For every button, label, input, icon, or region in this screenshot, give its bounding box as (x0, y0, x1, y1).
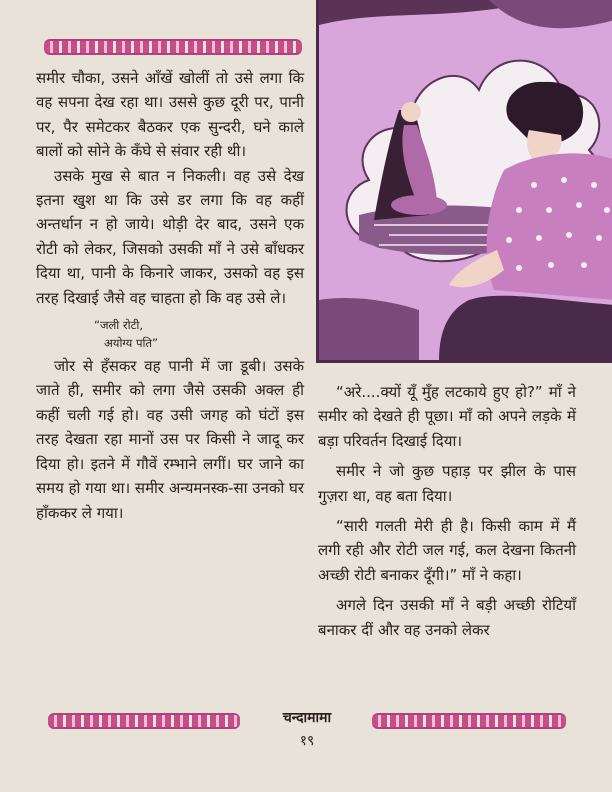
paragraph: जोर से हँसकर वह पानी में जा डूबी। उसके जाते ही, समीर को लगा जैसे उसकी अक्ल ही कहीं चली गई हो। वह उसी जगह को घंटों इस तरह देखता रहा मानों उस पर किसी ने जादू कर दिया हो। इतने में गौवें रम्भाने लगीं। घर जाने का समय हो गया था। समीर अन्यमनस्क-सा उनको घर हाँककर ले गया। (36, 357, 304, 522)
paragraph: समीर ने जो कुछ पहाड़ पर झील के पास गुज़रा था, वह बता दिया। (318, 462, 576, 505)
left-text-column (36, 66, 304, 525)
footer-border-right (372, 713, 566, 729)
paragraph: “सारी गलती मेरी ही है। किसी काम में मैं लगी रही और रोटी जल गई, कल देखना कितनी अच्छी रोटी बनाकर दूँगी।” माँ ने कहा। (318, 517, 576, 584)
paragraph: उसके मुख से बात न निकली। वह उसे देख इतना खुश था कि उसे डर लगा कि वह कहीं अन्तर्धान न हो जाये। थोड़ी देर बाद, उसने एक रोटी को लेकर, जिसको उसकी माँ ने उसे बाँधकर दिया था, पानी के किनारे जाकर, उसको वह इस तरह दिखाई जैसे वह चाहता हो कि वह उसे ले। (36, 166, 304, 307)
poem-line: “जली रोटी, (94, 318, 144, 333)
poem-quote (94, 316, 304, 352)
paragraph: “अरे....क्यों यूँ मुँह लटकाये हुए हो?” माँ ने समीर को देखते ही पूछा। माँ को अपने लड़के में बड़ा परिवर्तन दिखाई दिया। (318, 383, 576, 450)
illustration-drawing (319, 0, 612, 360)
paragraph: अगले दिन उसकी माँ ने बड़ी अच्छी रोटियाँ बनाकर दीं और वह उनको लेकर (318, 596, 576, 639)
page-number: १९ (299, 733, 315, 749)
paragraph: समीर चौका, उसने आँखें खोलीं तो उसे लगा कि वह सपना देख रहा था। उससे कुछ दूरी पर, पानी पर, पैर समेटकर बैठकर एक सुन्दरी, घने काले बालों को सोने के कँघे से संवार रही थी। (36, 69, 304, 161)
footer-border-left (48, 713, 240, 729)
magazine-title: चन्दामामा (282, 710, 332, 726)
right-text-column (318, 380, 576, 642)
top-decorative-border (44, 39, 302, 55)
poem-line: अयोग्य पति” (104, 336, 159, 351)
story-illustration (316, 0, 612, 363)
